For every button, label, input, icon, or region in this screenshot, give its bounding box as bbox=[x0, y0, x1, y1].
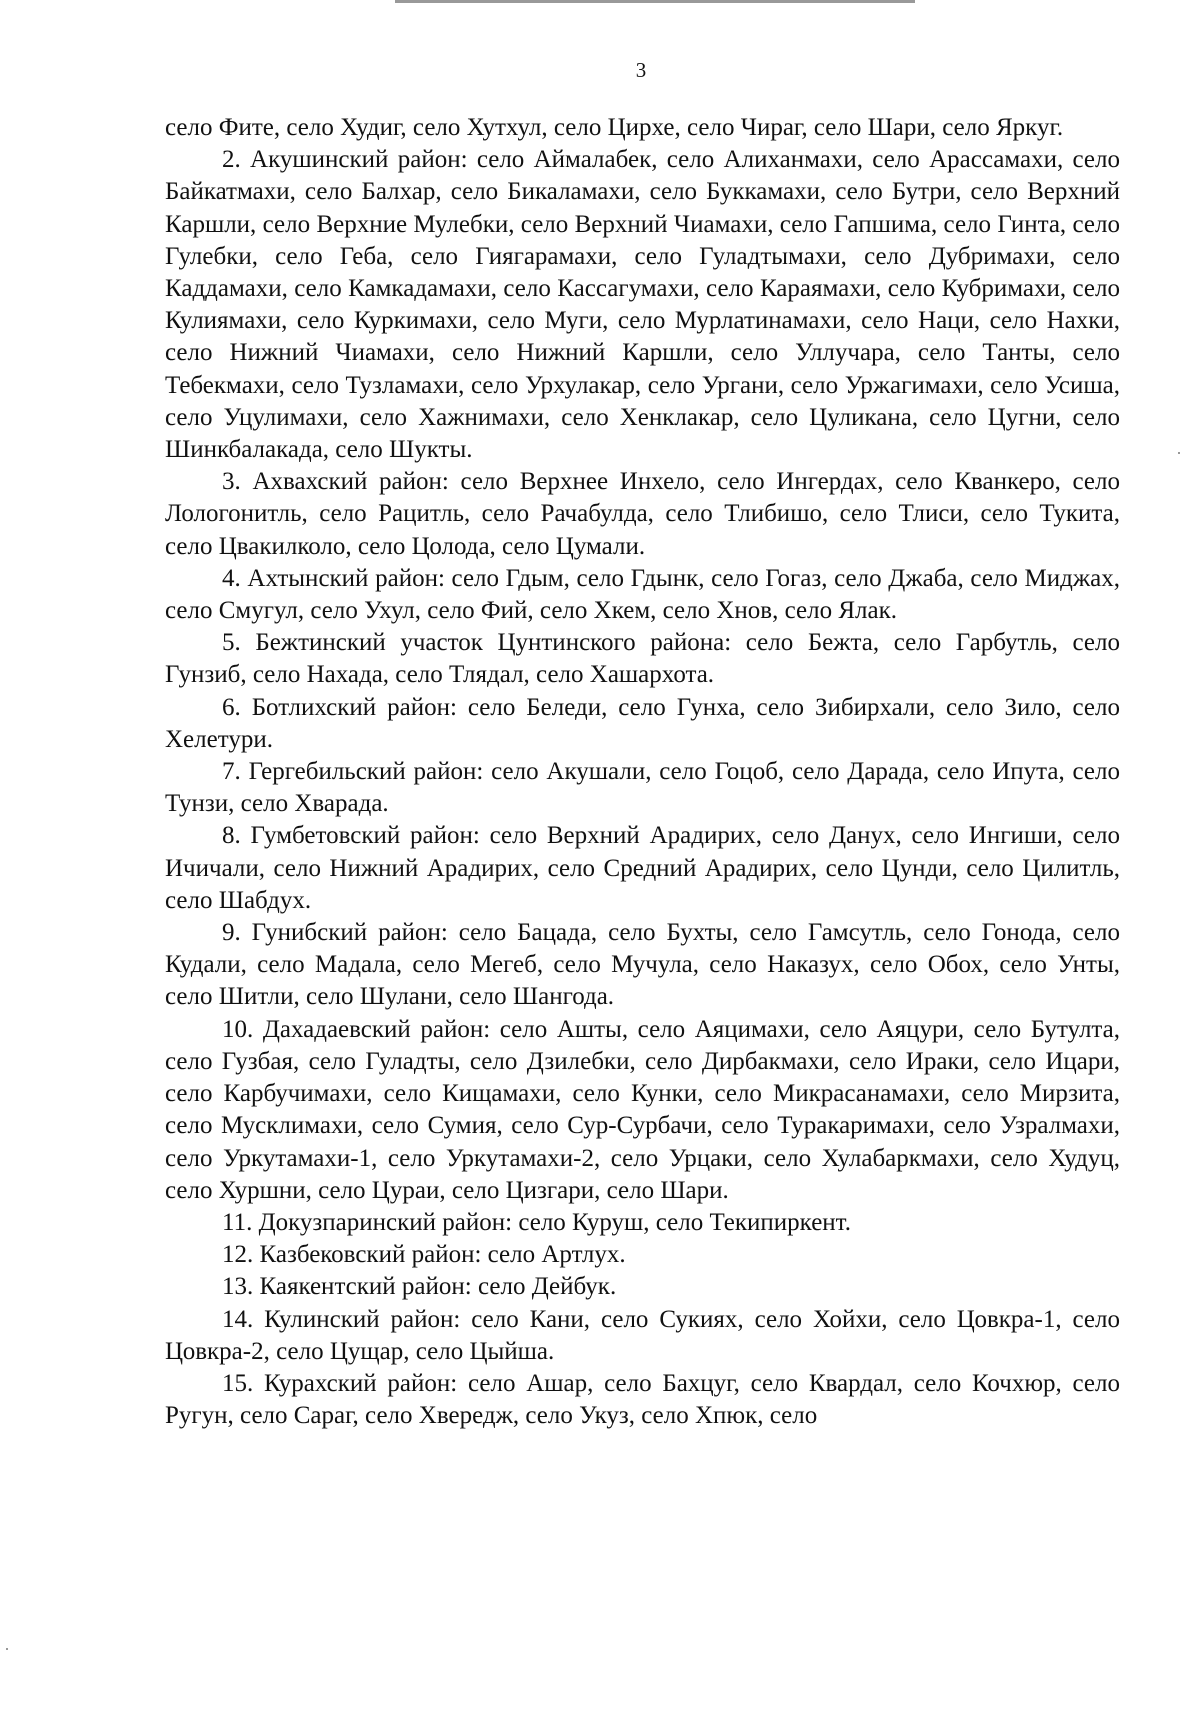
paragraph: село Фите, село Худиг, село Хутхул, село Цирхе, село Чираг, село Шари, село Яркуг. bbox=[165, 114, 1064, 141]
paragraph: 3. Ахвахский район: село Верхнее Инхело, село Ингердах, село Кванкеро, село Лологонитль, село Рацитль, село Рачабулда, село Тлибишо, село Тлиси, село Тукита, село Цвакилколо, село Цолода, село Цумали. bbox=[165, 468, 1120, 560]
scan-artifact-line bbox=[395, 0, 915, 3]
body-text bbox=[165, 112, 1120, 1432]
page-number: 3 bbox=[635, 58, 647, 82]
paragraph: 5. Бежтинский участок Цунтинского района: село Бежта, село Гарбутль, село Гунзиб, село Нахада, село Тлядал, село Хашархота. bbox=[165, 629, 1120, 689]
paragraph: 14. Кулинский район: село Кани, село Сукиях, село Хойхи, село Цовкра-1, село Цовкра-2, село Цущар, село Цыйша. bbox=[165, 1305, 1120, 1365]
paragraph: 12. Казбековский район: село Артлух. bbox=[222, 1241, 626, 1269]
paragraph: 15. Курахский район: село Ашар, село Бахцуг, село Квардал, село Кочхюр, село Ругун, село Сараг, село Хвередж, село Укуз, село Хпюк, село bbox=[165, 1369, 1120, 1430]
paragraph: 11. Докузпаринский район: село Куруш, село Текипиркент. bbox=[222, 1208, 851, 1236]
paragraph: 4. Ахтынский район: село Гдым, село Гдынк, село Гогаз, село Джаба, село Миджах, село Смугул, село Ухул, село Фий, село Хкем, село Хнов, село Ялак. bbox=[165, 564, 1120, 625]
scan-artifact-dot bbox=[6, 1648, 8, 1650]
paragraph: 6. Ботлихский район: село Беледи, село Гунха, село Зибирхали, село Зило, село Хелетури. bbox=[165, 693, 1120, 753]
paragraph: 9. Гунибский район: село Бацада, село Бухты, село Гамсутль, село Гонода, село Кудали, село Мадала, село Мегеб, село Мучула, село Наказух, село Обох, село Унты, село Шитли, село Шулани, село Шангода. bbox=[165, 919, 1120, 1011]
paragraph: 13. Каякентский район: село Дейбук. bbox=[222, 1273, 617, 1301]
paragraph: 10. Дахадаевский район: село Ашты, село Аяцимахи, село Аяцури, село Бутулта, село Гузбая, село Гуладты, село Дзилебки, село Дирбакмахи, село Ираки, село Ицари, село Карбучимахи, село Кищамахи, село Кунки, село Микрасанамахи, село Мирзита, село Мусклимахи, село Сумия, село Сур-Сурбачи, село Туракаримахи, село Узралмахи, село Уркутамахи-1, село Уркутамахи-2, село Урцаки, село Хулабаркмахи, село Худуц, село Хуршни, село Цураи, село Цизгари, село Шари. bbox=[165, 1015, 1120, 1204]
paragraph: 2. Акушинский район: село Аймалабек, село Алиханмахи, село Арассамахи, село Байкатмахи, село Балхар, село Бикаламахи, село Буккамахи, село Бутри, село Верхний Каршли, село Верхние Мулебки, село Верхний Чиамахи, село Гапшима, село Гинта, село Гулебки, село Геба, село Гиягарамахи, село Гуладтымахи, село Дубримахи, село Каддамахи, село Камкадамахи, село Кассагумахи, село Караямахи, село Кубримахи, село Кулиямахи, село Куркимахи, село Муги, село Мурлатинамахи, село Наци, село Нахки, село Нижний Чиамахи, село Нижний Каршли, село Уллучара, село Танты, село Тебекмахи, село Тузламахи, село Урхулакар, село Ургани, село Уржагимахи, село Усиша, село Уцулимахи, село Хажнимахи, село Хенклакар, село Цуликана, село Цугни, село Шинкбалакада, село Шукты. bbox=[165, 146, 1120, 464]
paragraph: 8. Гумбетовский район: село Верхний Арадирих, село Данух, село Ингиши, село Ичичали, село Нижний Арадирих, село Средний Арадирих, село Цунди, село Цилитль, село Шабдух. bbox=[165, 822, 1120, 914]
paragraph: 7. Гергебильский район: село Акушали, село Гоцоб, село Дарада, село Ипута, село Тунзи, село Хварада. bbox=[165, 758, 1120, 818]
scan-artifact-dot bbox=[1178, 452, 1180, 454]
